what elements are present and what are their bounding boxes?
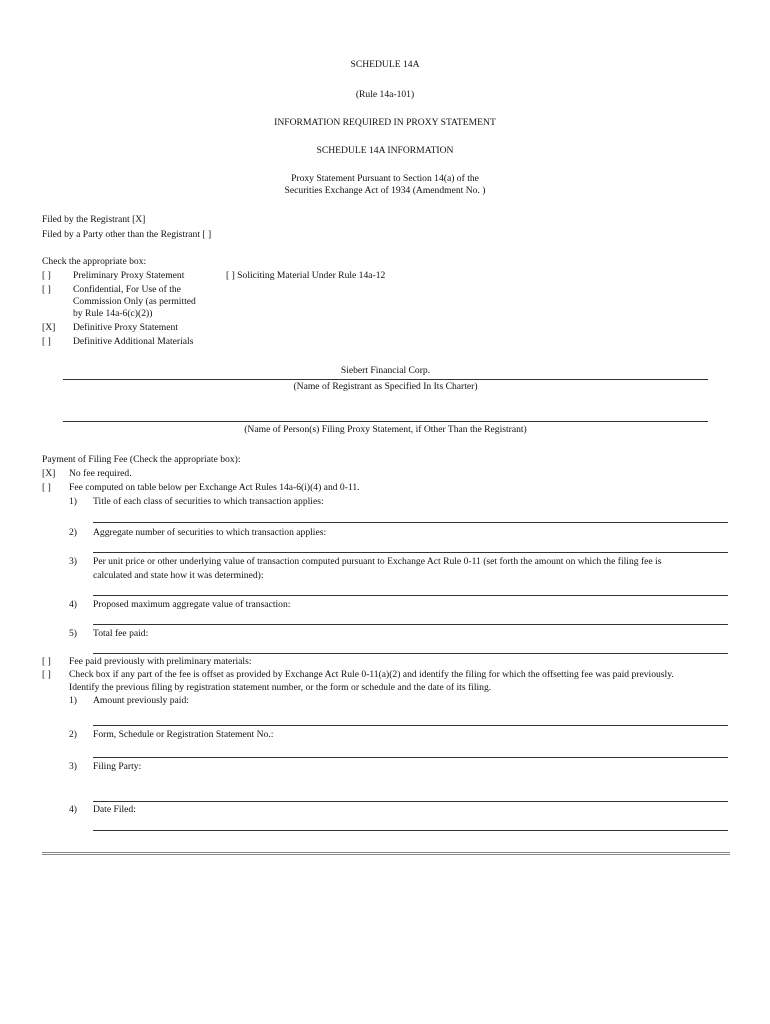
item-number: 1) xyxy=(69,496,77,507)
filed-by-registrant: Filed by the Registrant [X] xyxy=(42,214,146,225)
item-number: 3) xyxy=(69,556,77,567)
answer-line[interactable] xyxy=(93,801,728,802)
answer-line[interactable] xyxy=(93,552,728,553)
definitive-label: Definitive Proxy Statement xyxy=(73,322,178,333)
prelim-fee-label: Fee paid previously with preliminary materials: xyxy=(69,656,252,667)
registrant-name-caption: (Name of Registrant as Specified In Its Charter) xyxy=(293,381,478,392)
preliminary-checkbox[interactable]: [ ] xyxy=(42,270,51,281)
proxy-statement-line-1: Proxy Statement Pursuant to Section 14(a) of the xyxy=(291,173,479,184)
filer-name-line xyxy=(63,421,708,422)
preliminary-label: Preliminary Proxy Statement xyxy=(73,270,185,281)
filed-by-other-party: Filed by a Party other than the Registrant [ ] xyxy=(42,229,212,240)
offset-fee-label-1: Check box if any part of the fee is offset as provided by Exchange Act Rule 0-11(a)(2) and identify the filing for which the offsetting fee was paid previously. xyxy=(69,669,674,680)
answer-line[interactable] xyxy=(93,757,728,758)
item-per-unit-price-cont: calculated and state how it was determined): xyxy=(93,570,264,581)
fee-computed-checkbox[interactable]: [ ] xyxy=(42,482,51,493)
item-max-aggregate-value: Proposed maximum aggregate value of transaction: xyxy=(93,599,291,610)
answer-line[interactable] xyxy=(93,522,728,523)
schedule-title: SCHEDULE 14A xyxy=(350,59,420,70)
confidential-label-1: Confidential, For Use of the xyxy=(73,284,181,295)
no-fee-checkbox[interactable]: [X] xyxy=(42,468,56,479)
item-number: 4) xyxy=(69,599,77,610)
item-number: 5) xyxy=(69,628,77,639)
confidential-label-3: by Rule 14a-6(c)(2)) xyxy=(73,308,153,319)
item-filing-party: Filing Party: xyxy=(93,761,142,772)
prelim-fee-checkbox[interactable]: [ ] xyxy=(42,656,51,667)
item-per-unit-price: Per unit price or other underlying value of transaction computed pursuant to Exchange Act Rule 0-11 (set forth the amount on which the filing fee is xyxy=(93,556,662,567)
check-box-heading: Check the appropriate box: xyxy=(42,256,147,267)
definitive-checkbox[interactable]: [X] xyxy=(42,322,56,333)
item-total-fee-paid: Total fee paid: xyxy=(93,628,149,639)
item-number: 3) xyxy=(69,761,77,772)
additional-materials-checkbox[interactable]: [ ] xyxy=(42,336,51,347)
offset-fee-label-2: Identify the previous filing by registration statement number, or the form or schedule and the date of its filing. xyxy=(69,682,492,693)
item-form-schedule: Form, Schedule or Registration Statement No.: xyxy=(93,729,274,740)
fee-computed-label: Fee computed on table below per Exchange Act Rules 14a-6(i)(4) and 0-11. xyxy=(69,482,360,493)
registrant-name: Siebert Financial Corp. xyxy=(340,365,431,376)
item-aggregate-number: Aggregate number of securities to which transaction applies: xyxy=(93,527,327,538)
registrant-name-line xyxy=(63,379,708,380)
additional-materials-label: Definitive Additional Materials xyxy=(73,336,194,347)
item-number: 2) xyxy=(69,729,77,740)
item-title-of-securities: Title of each class of securities to which transaction applies: xyxy=(93,496,324,507)
confidential-label-2: Commission Only (as permitted xyxy=(73,296,196,307)
page-divider xyxy=(42,852,730,855)
item-amount-previously-paid: Amount previously paid: xyxy=(93,695,189,706)
soliciting-material-option[interactable]: [ ] Soliciting Material Under Rule 14a-12 xyxy=(226,270,386,281)
answer-line[interactable] xyxy=(93,830,728,831)
item-number: 1) xyxy=(69,695,77,706)
info-required-heading: INFORMATION REQUIRED IN PROXY STATEMENT xyxy=(274,117,496,128)
filer-name-caption: (Name of Person(s) Filing Proxy Statement, if Other Than the Registrant) xyxy=(244,424,527,435)
answer-line[interactable] xyxy=(93,595,728,596)
schedule-info-heading: SCHEDULE 14A INFORMATION xyxy=(316,145,454,156)
answer-line[interactable] xyxy=(93,725,728,726)
item-number: 4) xyxy=(69,804,77,815)
confidential-checkbox[interactable]: [ ] xyxy=(42,284,51,295)
proxy-statement-line-2: Securities Exchange Act of 1934 (Amendment No. ) xyxy=(284,185,486,196)
answer-line[interactable] xyxy=(93,624,728,625)
item-date-filed: Date Filed: xyxy=(93,804,136,815)
answer-line[interactable] xyxy=(93,653,728,654)
rule-reference: (Rule 14a-101) xyxy=(355,89,415,100)
item-number: 2) xyxy=(69,527,77,538)
offset-fee-checkbox[interactable]: [ ] xyxy=(42,669,51,680)
no-fee-label: No fee required. xyxy=(69,468,132,479)
payment-heading: Payment of Filing Fee (Check the appropriate box): xyxy=(42,454,241,465)
